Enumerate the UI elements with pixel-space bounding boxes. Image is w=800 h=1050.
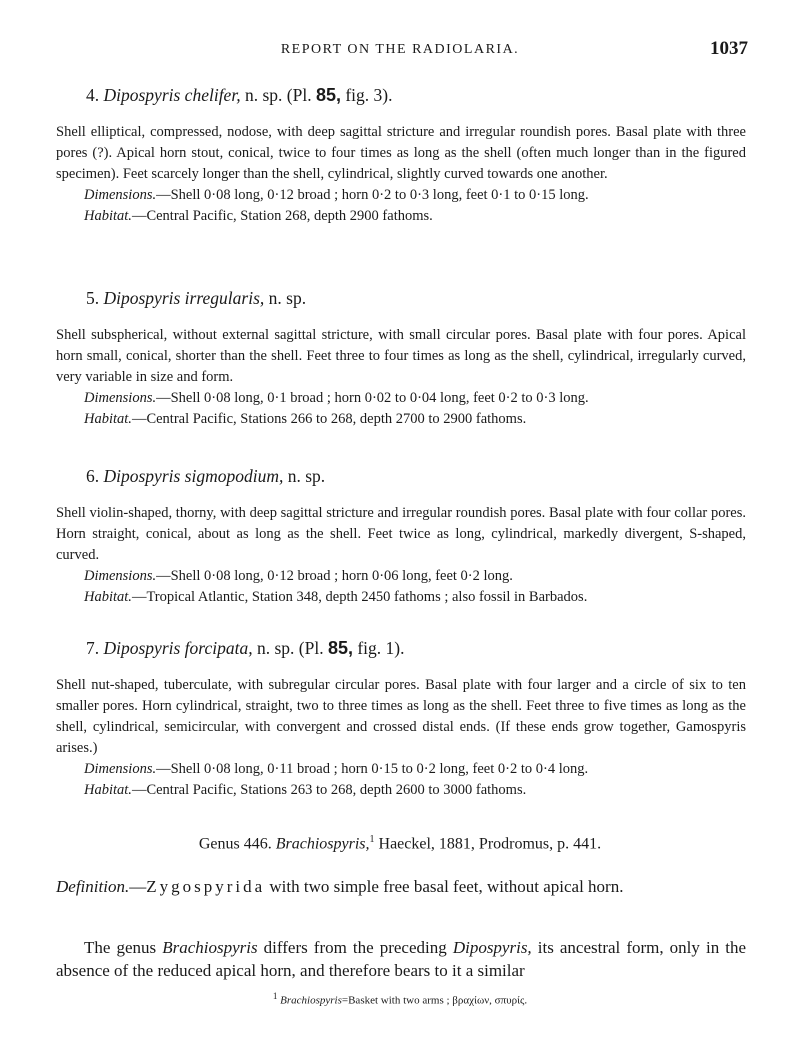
species-description: Shell subspherical, without external sagittal stricture, with small circular pores. Basal plate with four pores. Apical horn small, conical, shorter than the shell. Feet three to four times as long as the shell, cylindrical, irregularly curved, very variable in size and form. <box>56 327 746 385</box>
dimensions-label: Dimensions. <box>84 187 157 203</box>
footnote <box>0 991 800 1007</box>
definition-label: Definition. <box>56 877 130 896</box>
species-description: Shell violin-shaped, thorny, with deep sagittal stricture and irregular roundish pores. Basal plate with four collar pores. Horn straight, conical, about as long as the shell. Feet twice as long, cylindrical, markedly divergent, S-shaped, curved. <box>56 505 746 563</box>
species-heading <box>86 637 746 659</box>
habitat-label: Habitat. <box>84 589 132 605</box>
habitat-text: —Tropical Atlantic, Station 348, depth 2450 fathoms ; also fossil in Barbados. <box>131 589 588 605</box>
plate-figure: fig. 3). <box>345 85 393 105</box>
species-status: n. sp. <box>256 638 295 658</box>
species-name: Dipospyris irregularis, <box>103 288 265 308</box>
habitat-text: —Central Pacific, Station 268, depth 2900 fathoms. <box>131 208 433 224</box>
genus-prefix: Genus 446. <box>198 835 272 853</box>
dimensions-text: —Shell 0·08 long, 0·1 broad ; horn 0·02 to 0·04 long, feet 0·2 to 0·3 long. <box>156 390 589 406</box>
habitat-label: Habitat. <box>84 208 132 224</box>
species-dimensions <box>84 185 746 206</box>
definition-family: Zygospyrida <box>146 877 266 896</box>
species-entry <box>56 287 746 430</box>
species-number: 7. <box>86 638 100 658</box>
dimensions-text: —Shell 0·08 long, 0·11 broad ; horn 0·15 to 0·2 long, feet 0·2 to 0·4 long. <box>156 761 589 777</box>
genus-name: Brachiospyris, <box>275 835 370 853</box>
species-number: 6. <box>86 466 100 486</box>
species-dimensions <box>84 388 746 409</box>
species-heading <box>86 465 746 487</box>
paragraph-text-3: its ancestral form, only in the absence of the reduced apical horn, and therefore bears to it a similar <box>56 938 747 980</box>
species-habitat <box>84 780 746 801</box>
species-name: Dipospyris chelifer, <box>103 85 241 105</box>
dimensions-label: Dimensions. <box>84 761 157 777</box>
species-entry <box>56 637 746 801</box>
species-description: Shell elliptical, compressed, nodose, with deep sagittal stricture and irregular roundish pores. Basal plate with three pores (?). Apical horn stout, conical, twice to four times as long as the shell (often much longer than in the figured specimen). Feet scarcely longer than the shell, cylindrical, slightly curved towards one another. <box>56 124 746 182</box>
species-heading <box>86 84 746 106</box>
habitat-label: Habitat. <box>84 782 132 798</box>
species-dimensions <box>84 566 746 587</box>
genus-heading <box>0 834 800 853</box>
footnote-number: 1 <box>272 991 278 1001</box>
paragraph-genus-2: Dipospyris, <box>452 938 532 957</box>
footnote-mark: 1 <box>369 834 375 845</box>
species-description: Shell nut-shaped, tuberculate, with subregular circular pores. Basal plate with four larger and a circle of six to ten smaller pores. Horn cylindrical, straight, two to three times as long as the shell. Feet three to five times as long as the shell, cylindrical, semicircular, with convergent and crossed distal ends. (If these ends grow together, Gamospyris arises.) <box>56 677 746 756</box>
species-number: 4. <box>86 85 100 105</box>
footnote-term: Brachiospyris <box>280 994 342 1007</box>
paragraph-text-2: differs from the preceding <box>263 938 447 957</box>
plate-figure: fig. 1). <box>357 638 405 658</box>
species-status: n. sp. <box>268 288 307 308</box>
species-status: n. sp. <box>287 466 326 486</box>
species-name: Dipospyris sigmopodium, <box>103 466 284 486</box>
species-status: n. sp. <box>244 85 283 105</box>
dimensions-text: —Shell 0·08 long, 0·12 broad ; horn 0·2 to 0·3 long, feet 0·1 to 0·15 long. <box>156 187 589 203</box>
dimensions-text: —Shell 0·08 long, 0·12 broad ; horn 0·06 long, feet 0·2 long. <box>156 568 513 584</box>
species-entry <box>56 84 746 227</box>
habitat-text: —Central Pacific, Stations 263 to 268, depth 2600 to 3000 fathoms. <box>131 782 527 798</box>
footnote-text: =Basket with two arms ; βραχίων, σπυρίς. <box>341 994 528 1007</box>
paragraph-genus-1: Brachiospyris <box>162 938 258 957</box>
habitat-label: Habitat. <box>84 411 132 427</box>
genus-citation: Haeckel, 1881, Prodromus, p. 441. <box>378 835 602 853</box>
species-habitat <box>84 587 746 608</box>
species-number: 5. <box>86 288 100 308</box>
definition-dash: — <box>129 877 147 896</box>
species-habitat <box>84 206 746 227</box>
paragraph-text-1: The genus <box>84 938 157 957</box>
running-title: REPORT ON THE RADIOLARIA. <box>280 42 520 57</box>
dimensions-label: Dimensions. <box>84 390 157 406</box>
plate-number: 85, <box>315 85 341 105</box>
page-number: 1037 <box>710 38 748 59</box>
species-dimensions <box>84 759 746 780</box>
body-paragraph <box>56 936 746 982</box>
definition-text: with two simple free basal feet, without apical horn. <box>269 877 624 896</box>
species-habitat <box>84 409 746 430</box>
species-entry <box>56 465 746 608</box>
species-heading <box>86 287 746 309</box>
running-head <box>0 38 800 62</box>
species-name: Dipospyris forcipata, <box>103 638 253 658</box>
genus-definition <box>56 876 746 898</box>
plate-ref-open: (Pl. <box>286 85 312 105</box>
plate-number: 85, <box>327 638 353 658</box>
dimensions-label: Dimensions. <box>84 568 157 584</box>
plate-ref-open: (Pl. <box>298 638 324 658</box>
habitat-text: —Central Pacific, Stations 266 to 268, depth 2700 to 2900 fathoms. <box>131 411 527 427</box>
